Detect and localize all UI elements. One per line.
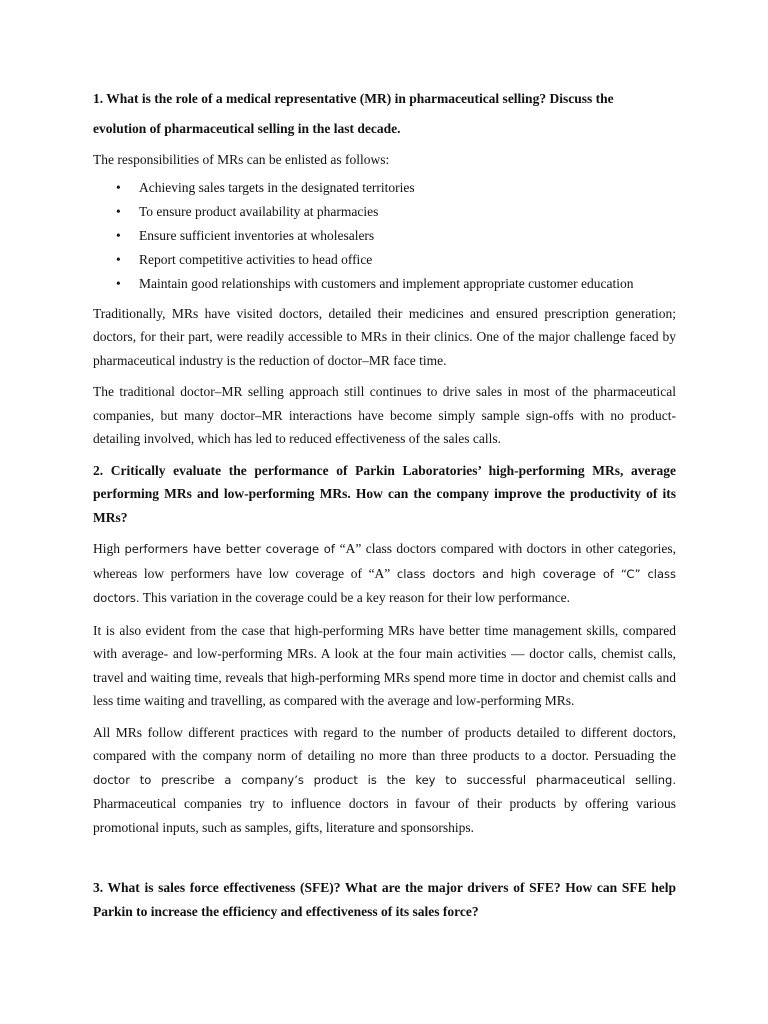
detailing-text-3: Pharmaceutical companies try to influence doctors in favour of their products by offering various promotional inputs, such as samples, gifts, literature and sponsorships.	[93, 796, 676, 835]
responsibilities-list	[93, 176, 676, 296]
paragraph-time-management: It is also evident from the case that high-performing MRs have better time management skills, compared with average- and low-performing MRs. A look at the four main activities — doctor calls, chemist calls, travel and waiting time, reveals that high-performing MRs spend more time in doctor and chemist calls and less time waiting and travelling, as compared with the average and low-performing MRs.	[93, 622, 676, 708]
list-item-text: To ensure product availability at pharmacies	[139, 203, 379, 219]
paragraph-traditional-mrs: Traditionally, MRs have visited doctors, detailed their medicines and ensured prescription generation; doctors, for their part, were readily accessible to MRs in their clinics. One of the major challenge faced by pharmaceutical industry is the reduction of doctor–MR face time.	[93, 305, 676, 368]
question-3-heading: 3. What is sales force effectiveness (SFE)? What are the major drivers of SFE? How can SFE help Parkin to increase the efficiency and effectiveness of its sales force?	[93, 880, 676, 919]
coverage-text-3: “A” class doctors compared with doctors in other categories, whereas low performers have low coverage of “A”	[93, 541, 677, 581]
list-item-text: Report competitive activities to head office	[139, 251, 373, 267]
bullet-icon: •	[116, 203, 121, 219]
question-1-line-2: evolution of pharmaceutical selling in the last decade.	[93, 121, 401, 136]
detailing-text-1: All MRs follow different practices with regard to the number of products detailed to different doctors, compared with the company norm of detailing no more than three products to a doctor. Persuading the	[93, 724, 676, 763]
question-1-heading	[93, 84, 676, 144]
list-item	[93, 248, 676, 272]
document-page	[93, 84, 676, 923]
detailing-text-2: doctor to prescribe a company’s product is the key to successful pharmaceutical selling.	[93, 772, 676, 787]
bullet-icon: •	[116, 179, 121, 195]
list-item-text: Maintain good relationships with customers and implement appropriate customer education	[139, 275, 634, 291]
bullet-icon: •	[116, 227, 121, 243]
question-1-line-1: 1. What is the role of a medical representative (MR) in pharmaceutical selling? Discuss the	[93, 91, 614, 106]
bullet-icon: •	[116, 275, 121, 291]
list-item	[93, 176, 676, 200]
bullet-icon: •	[116, 251, 121, 267]
coverage-text-5: This variation in the coverage could be a key reason for their low performance.	[139, 590, 571, 605]
list-item-text: Ensure sufficient inventories at wholesalers	[139, 227, 375, 243]
question-2-heading: 2. Critically evaluate the performance of Parkin Laboratories’ high-performing MRs, average performing MRs and low-performing MRs. How can the company improve the productivity of its MRs?	[93, 462, 676, 525]
list-item-text: Achieving sales targets in the designated territories	[139, 179, 415, 195]
coverage-text-4: class doctors and high coverage of “C” class doctors.	[93, 566, 676, 605]
paragraph-coverage	[93, 537, 676, 611]
responsibilities-intro: The responsibilities of MRs can be enlisted as follows:	[93, 152, 390, 167]
paragraph-selling-approach: The traditional doctor–MR selling approach still continues to drive sales in most of the pharmaceutical companies, but many doctor–MR interactions have become simply sample sign-offs with no product-detailing involved, which has led to reduced effectiveness of the sales calls.	[93, 384, 676, 446]
list-item	[93, 200, 676, 224]
list-item	[93, 224, 676, 248]
coverage-text-1: High	[93, 541, 125, 556]
paragraph-detailing-practices	[93, 721, 676, 840]
list-item	[93, 272, 676, 296]
coverage-text-2: performers have better coverage of	[124, 542, 340, 556]
